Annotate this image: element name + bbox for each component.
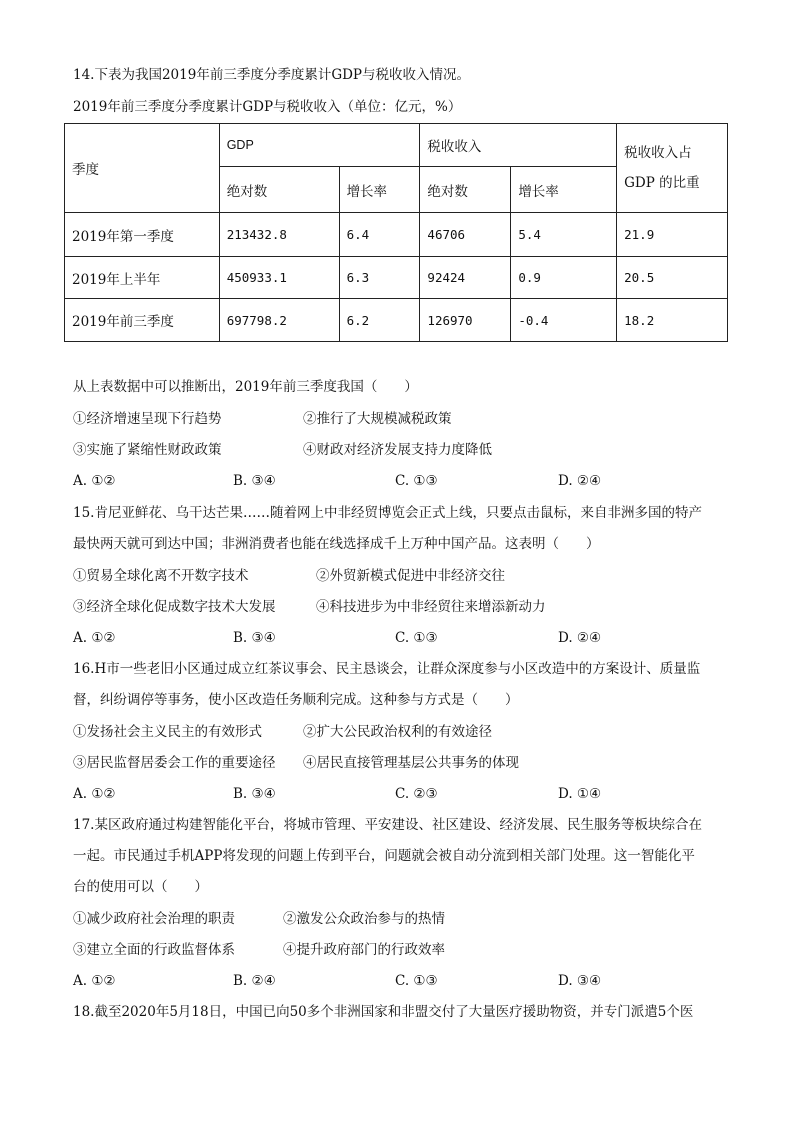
cell-gdp-growth: 6.3 — [339, 257, 420, 299]
q14-choice-a: A. ①② — [73, 473, 116, 489]
q14-item-3: ③实施了紧缩性财政政策 — [73, 442, 222, 458]
header-ratio-line2: GDP 的比重 — [624, 175, 700, 191]
header-ratio — [617, 124, 728, 213]
cell-tax-abs: 126970 — [420, 299, 511, 342]
cell-ratio: 20.5 — [617, 257, 728, 299]
header-ratio-line1: 税收收入占 — [624, 145, 692, 161]
cell-season: 2019年前三季度 — [65, 299, 220, 342]
q15-stem-line2: 最快两天就可到达中国；非洲消费者也能在线选择成千上万种中国产品。这表明（ ） — [73, 536, 600, 552]
q15-item-3: ③经济全球化促成数字技术大发展 — [73, 599, 276, 615]
q16-item-3: ③居民监督居委会工作的重要途径 — [73, 755, 276, 771]
q16-choice-c: C. ②③ — [395, 786, 438, 802]
gdp-tax-table — [64, 123, 728, 342]
table-row — [65, 213, 728, 257]
q17-stem-line1: 17.某区政府通过构建智能化平台，将城市管理、平安建设、社区建设、经济发展、民生服务等板块综合在 — [73, 817, 702, 833]
header-tax-abs: 绝对数 — [420, 167, 511, 213]
cell-tax-growth: 5.4 — [511, 213, 617, 257]
cell-tax-growth: -0.4 — [511, 299, 617, 342]
q16-stem-line2: 督，纠纷调停等事务，使小区改造任务顺利完成。这种参与方式是（ ） — [73, 692, 519, 708]
q18-stem-line1: 18.截至2020年5月18日，中国已向50多个非洲国家和非盟交付了大量医疗援助物资，并专门派遣5个医 — [73, 1004, 694, 1020]
cell-ratio: 21.9 — [617, 213, 728, 257]
q17-choice-d: D. ③④ — [558, 973, 602, 989]
header-gdp-growth: 增长率 — [339, 167, 420, 213]
cell-tax-growth: 0.9 — [511, 257, 617, 299]
table-row — [65, 257, 728, 299]
q15-item-4: ④科技进步为中非经贸往来增添新动力 — [316, 599, 546, 615]
cell-gdp-abs: 697798.2 — [219, 299, 339, 342]
q17-item-3: ③建立全面的行政监督体系 — [73, 942, 235, 958]
q16-choice-d: D. ①④ — [558, 786, 602, 802]
cell-tax-abs: 46706 — [420, 213, 511, 257]
cell-season: 2019年第一季度 — [65, 213, 220, 257]
q17-item-4: ④提升政府部门的行政效率 — [283, 942, 445, 958]
q14-question: 从上表数据中可以推断出，2019年前三季度我国（ ） — [73, 379, 418, 395]
q16-choice-a: A. ①② — [73, 786, 116, 802]
q16-choice-b: B. ③④ — [233, 786, 276, 802]
cell-gdp-abs: 450933.1 — [219, 257, 339, 299]
header-tax: 税收收入 — [420, 124, 617, 167]
q14-choice-b: B. ③④ — [233, 473, 276, 489]
q14-stem: 14.下表为我国2019年前三季度分季度累计GDP与税收收入情况。 — [73, 67, 471, 83]
cell-tax-abs: 92424 — [420, 257, 511, 299]
q17-stem-line2: 一起。市民通过手机APP将发现的问题上传到平台，问题就会被自动分流到相关部门处理。这一智能化平 — [73, 848, 695, 864]
q14-item-4: ④财政对经济发展支持力度降低 — [303, 442, 492, 458]
q16-stem-line1: 16.H市一些老旧小区通过成立红茶议事会、民主恳谈会，让群众深度参与小区改造中的方案设计、质量监 — [73, 661, 701, 677]
q15-choice-b: B. ③④ — [233, 630, 276, 646]
q17-choice-c: C. ①③ — [395, 973, 438, 989]
q15-choice-d: D. ②④ — [558, 630, 602, 646]
cell-gdp-growth: 6.2 — [339, 299, 420, 342]
header-tax-growth: 增长率 — [511, 167, 617, 213]
q15-item-2: ②外贸新模式促进中非经济交往 — [316, 568, 505, 584]
q16-item-2: ②扩大公民政治权利的有效途径 — [303, 724, 492, 740]
q14-item-2: ②推行了大规模减税政策 — [303, 411, 452, 427]
q17-stem-line3: 台的使用可以（ ） — [73, 879, 208, 895]
q14-choice-c: C. ①③ — [395, 473, 438, 489]
header-gdp: GDP — [219, 124, 420, 167]
cell-season: 2019年上半年 — [65, 257, 220, 299]
q17-item-1: ①减少政府社会治理的职责 — [73, 911, 235, 927]
q17-choice-a: A. ①② — [73, 973, 116, 989]
q14-table-caption: 2019年前三季度分季度累计GDP与税收收入（单位：亿元，%） — [73, 99, 462, 115]
cell-gdp-abs: 213432.8 — [219, 213, 339, 257]
header-gdp-abs: 绝对数 — [219, 167, 339, 213]
q17-item-2: ②激发公众政治参与的热情 — [283, 911, 445, 927]
q14-choice-d: D. ②④ — [558, 473, 602, 489]
q15-choice-c: C. ①③ — [395, 630, 438, 646]
q16-item-1: ①发扬社会主义民主的有效形式 — [73, 724, 262, 740]
cell-ratio: 18.2 — [617, 299, 728, 342]
q17-choice-b: B. ②④ — [233, 973, 276, 989]
header-season: 季度 — [65, 124, 220, 213]
q15-choice-a: A. ①② — [73, 630, 116, 646]
q15-stem-line1: 15.肯尼亚鲜花、乌干达芒果……随着网上中非经贸博览会正式上线，只要点击鼠标，来自非洲多国的特产 — [73, 505, 702, 521]
q16-item-4: ④居民直接管理基层公共事务的体现 — [303, 755, 519, 771]
cell-gdp-growth: 6.4 — [339, 213, 420, 257]
q14-item-1: ①经济增速呈现下行趋势 — [73, 411, 222, 427]
q15-item-1: ①贸易全球化离不开数字技术 — [73, 568, 249, 584]
table-row — [65, 299, 728, 342]
